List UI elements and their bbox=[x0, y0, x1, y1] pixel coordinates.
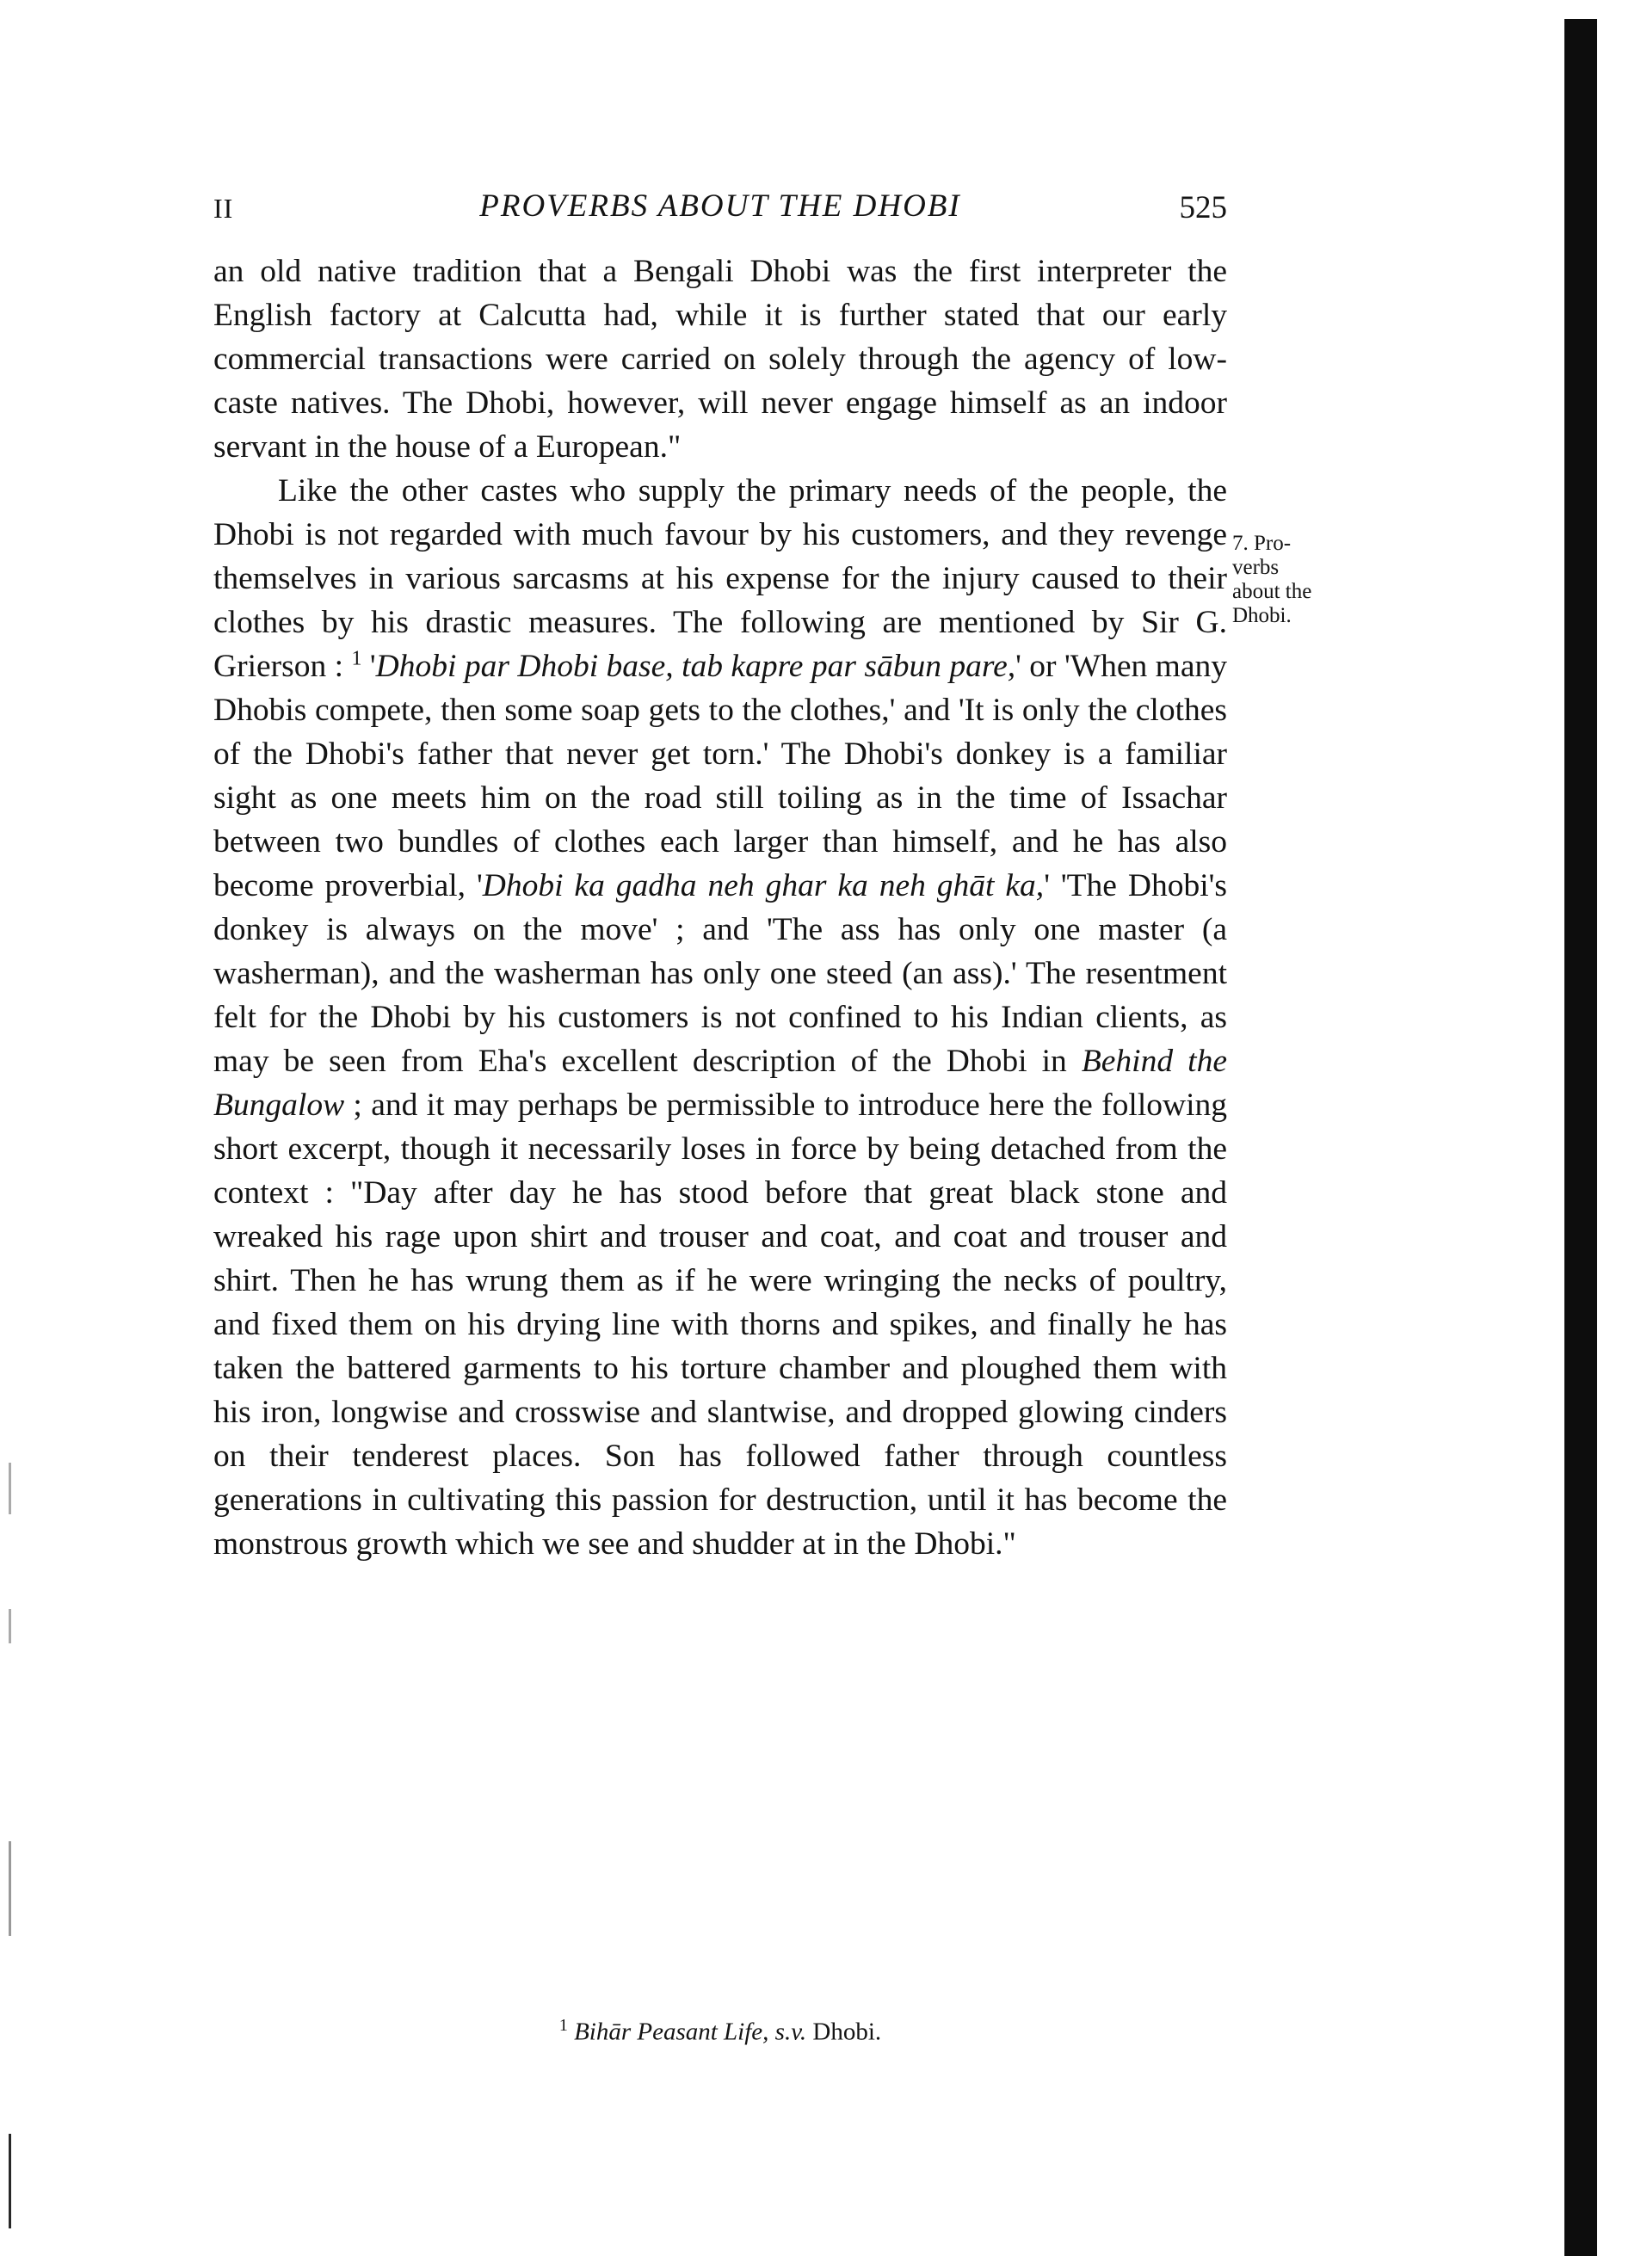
chapter-number: II bbox=[213, 193, 234, 224]
footnote-marker: 1 bbox=[558, 2016, 568, 2035]
margin-note-line: about the bbox=[1232, 580, 1312, 603]
margin-note-line: Dhobi. bbox=[1232, 604, 1292, 627]
italic-phrase: Dhobi ka gadha neh ghar ka neh ghāt ka, bbox=[482, 868, 1045, 903]
margin-note bbox=[1232, 532, 1353, 628]
text-run: an old native tradition that a Bengali Dhobi was the first interpreter the English factory at Calcutta had, while it is further stated that our early commercial transactions were carried on solely through the agency of low-caste natives. The Dhobi, however, will never engage himself as an indoor servant in the house of a European." bbox=[213, 254, 1227, 465]
footnote bbox=[213, 2016, 1227, 2047]
paragraph bbox=[213, 469, 1227, 1566]
italic-phrase: Dhobi par Dhobi base, tab kapre par sābun pare, bbox=[375, 649, 1016, 684]
italic-phrase: Behind the Bungalow bbox=[213, 1044, 1227, 1123]
text-run: Like the other castes who supply the primary needs of the people, the Dhobi is not regarded with much favour by his customers, and they revenge themselves in various sarcasms at his expense for the injury caused to their clothes by his drastic measures. The following are mentioned by Sir G. Grierson : bbox=[213, 473, 1227, 684]
running-title: PROVERBS ABOUT THE DHOBI bbox=[479, 188, 961, 224]
margin-note-line: 7. Pro- bbox=[1232, 532, 1292, 555]
footnote-reference: 1 bbox=[351, 647, 362, 670]
binding-edge bbox=[1564, 19, 1597, 2256]
gutter-mark bbox=[9, 1463, 11, 1514]
margin-note-line: verbs bbox=[1232, 556, 1280, 579]
body-text bbox=[213, 250, 1227, 1566]
footnote-source: Bihār Peasant Life, s.v. bbox=[574, 2018, 807, 2046]
gutter-mark bbox=[9, 2134, 11, 2228]
paragraph bbox=[213, 250, 1227, 469]
gutter-mark bbox=[9, 1841, 11, 1936]
text-run: ; and it may perhaps be permissible to introduce here the following short excerpt, though it necessarily loses in force by being detached from the context : "Day after day he has stood before that great black stone and wreaked his rage upon shirt and trouser and coat, and coat and trouser and shirt. Then he has wrung them as if he were wringing the necks of poultry, and fixed them on his drying line with thorns and spikes, and finally he has taken the battered garments to his torture chamber and ploughed them with his iron, longwise and crosswise and slantwise, and dropped glowing cinders on their tenderest places. Son has followed father through countless generations in cultivating this passion for destruction, until it has become the monstrous growth which we see and shudder at in the Dhobi." bbox=[213, 1088, 1227, 1562]
gutter-mark bbox=[9, 1609, 11, 1643]
text-run: ' or 'When many Dhobis compete, then some soap gets to the clothes,' and 'It is only the clothes of the Dhobi's father that never get torn.' The Dhobi's donkey is a familiar sight as one meets him on the road still toiling as in the time of Issachar between two bundles of clothes each larger than himself, and he has also become proverbial, ' bbox=[213, 649, 1227, 903]
footnote-term: Dhobi. bbox=[812, 2018, 882, 2046]
page-number: 525 bbox=[1179, 190, 1227, 225]
text-run: ' bbox=[361, 649, 376, 684]
running-head bbox=[213, 188, 1227, 236]
text-run: ' 'The Dhobi's donkey is always on the move' ; and 'The ass has only one master (a washerman), and the washerman has only one steed (an ass).' The resentment felt for the Dhobi by his customers is not confined to his Indian clients, as may be seen from Eha's excellent description of the Dhobi in bbox=[213, 868, 1227, 1079]
